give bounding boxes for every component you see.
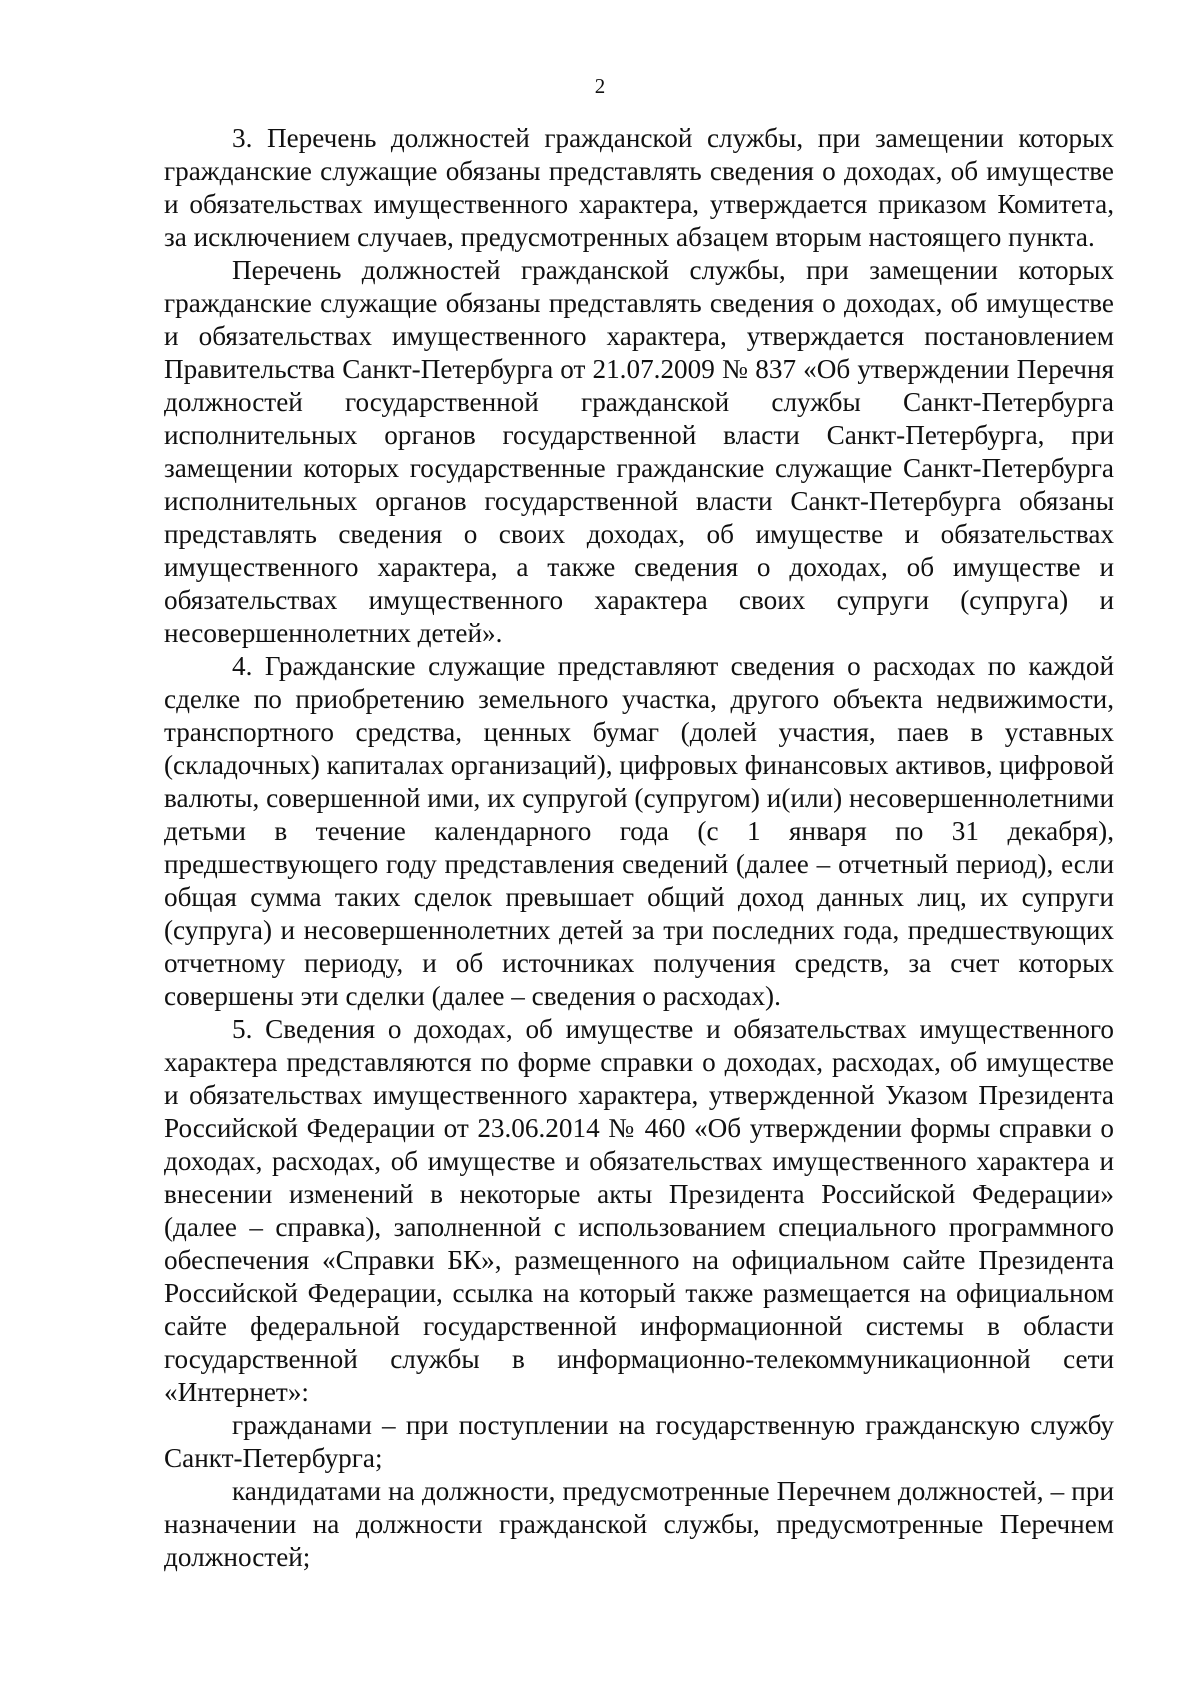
paragraph-5-citizens: гражданами – при поступлении на государственную гражданскую службу Санкт-Петербурга;: [164, 1410, 1114, 1473]
paragraph-3: 3. Перечень должностей гражданской службы, при замещении которых гражданские служащие обязаны представлять сведения о доходах, об имуществе и обязательствах имущественного характера, утверждается приказом Комитета, за исключением случаев, предусмотренных абзацем вторым настоящего пункта.: [164, 123, 1114, 252]
paragraph-3-second: Перечень должностей гражданской службы, при замещении которых гражданские служащие обязаны представлять сведения о доходах, об имуществе и обязательствах имущественного характера, утверждается постановлением Правительства Санкт-Петербурга от 21.07.2009 № 837 «Об утверждении Перечня должностей государственной гражданской службы Санкт-Петербурга исполнительных органов государственной власти Санкт-Петербурга, при замещении которых государственные гражданские служащие Санкт-Петербурга исполнительных органов государственной власти Санкт-Петербурга обязаны представлять сведения о своих доходах, об имуществе и обязательствах имущественного характера, а также сведения о доходах, об имуществе и обязательствах имущественного характера своих супруги (супруга) и несовершеннолетних детей».: [164, 255, 1114, 648]
paragraph-5-candidates: кандидатами на должности, предусмотренные Перечнем должностей, – при назначении на должности гражданской службы, предусмотренные Перечнем должностей;: [164, 1476, 1114, 1572]
document-body: [164, 122, 1114, 1574]
paragraph-5: 5. Сведения о доходах, об имуществе и обязательствах имущественного характера представляются по форме справки о доходах, расходах, об имуществе и обязательствах имущественного характера, утвержденной Указом Президента Российской Федерации от 23.06.2014 № 460 «Об утверждении формы справки о доходах, расходах, об имуществе и обязательствах имущественного характера и внесении изменений в некоторые акты Президента Российской Федерации» (далее – справка), заполненной с использованием специального программного обеспечения «Справки БК», размещенного на официальном сайте Президента Российской Федерации, ссылка на который также размещается на официальном сайте федеральной государственной информационной системы в области государственной службы в информационно-телекоммуникационной сети «Интернет»:: [164, 1014, 1114, 1407]
paragraph-4: 4. Гражданские служащие представляют сведения о расходах по каждой сделке по приобретению земельного участка, другого объекта недвижимости, транспортного средства, ценных бумаг (долей участия, паев в уставных (складочных) капиталах организаций), цифровых финансовых активов, цифровой валюты, совершенной ими, их супругой (супругом) и(или) несовершеннолетними детьми в течение календарного года (с 1 января по 31 декабря), предшествующего году представления сведений (далее – отчетный период), если общая сумма таких сделок превышает общий доход данных лиц, их супруги (супруга) и несовершеннолетних детей за три последних года, предшествующих отчетному периоду, и об источниках получения средств, за счет которых совершены эти сделки (далее – сведения о расходах).: [164, 651, 1114, 1011]
page-number: 2: [594, 74, 606, 98]
